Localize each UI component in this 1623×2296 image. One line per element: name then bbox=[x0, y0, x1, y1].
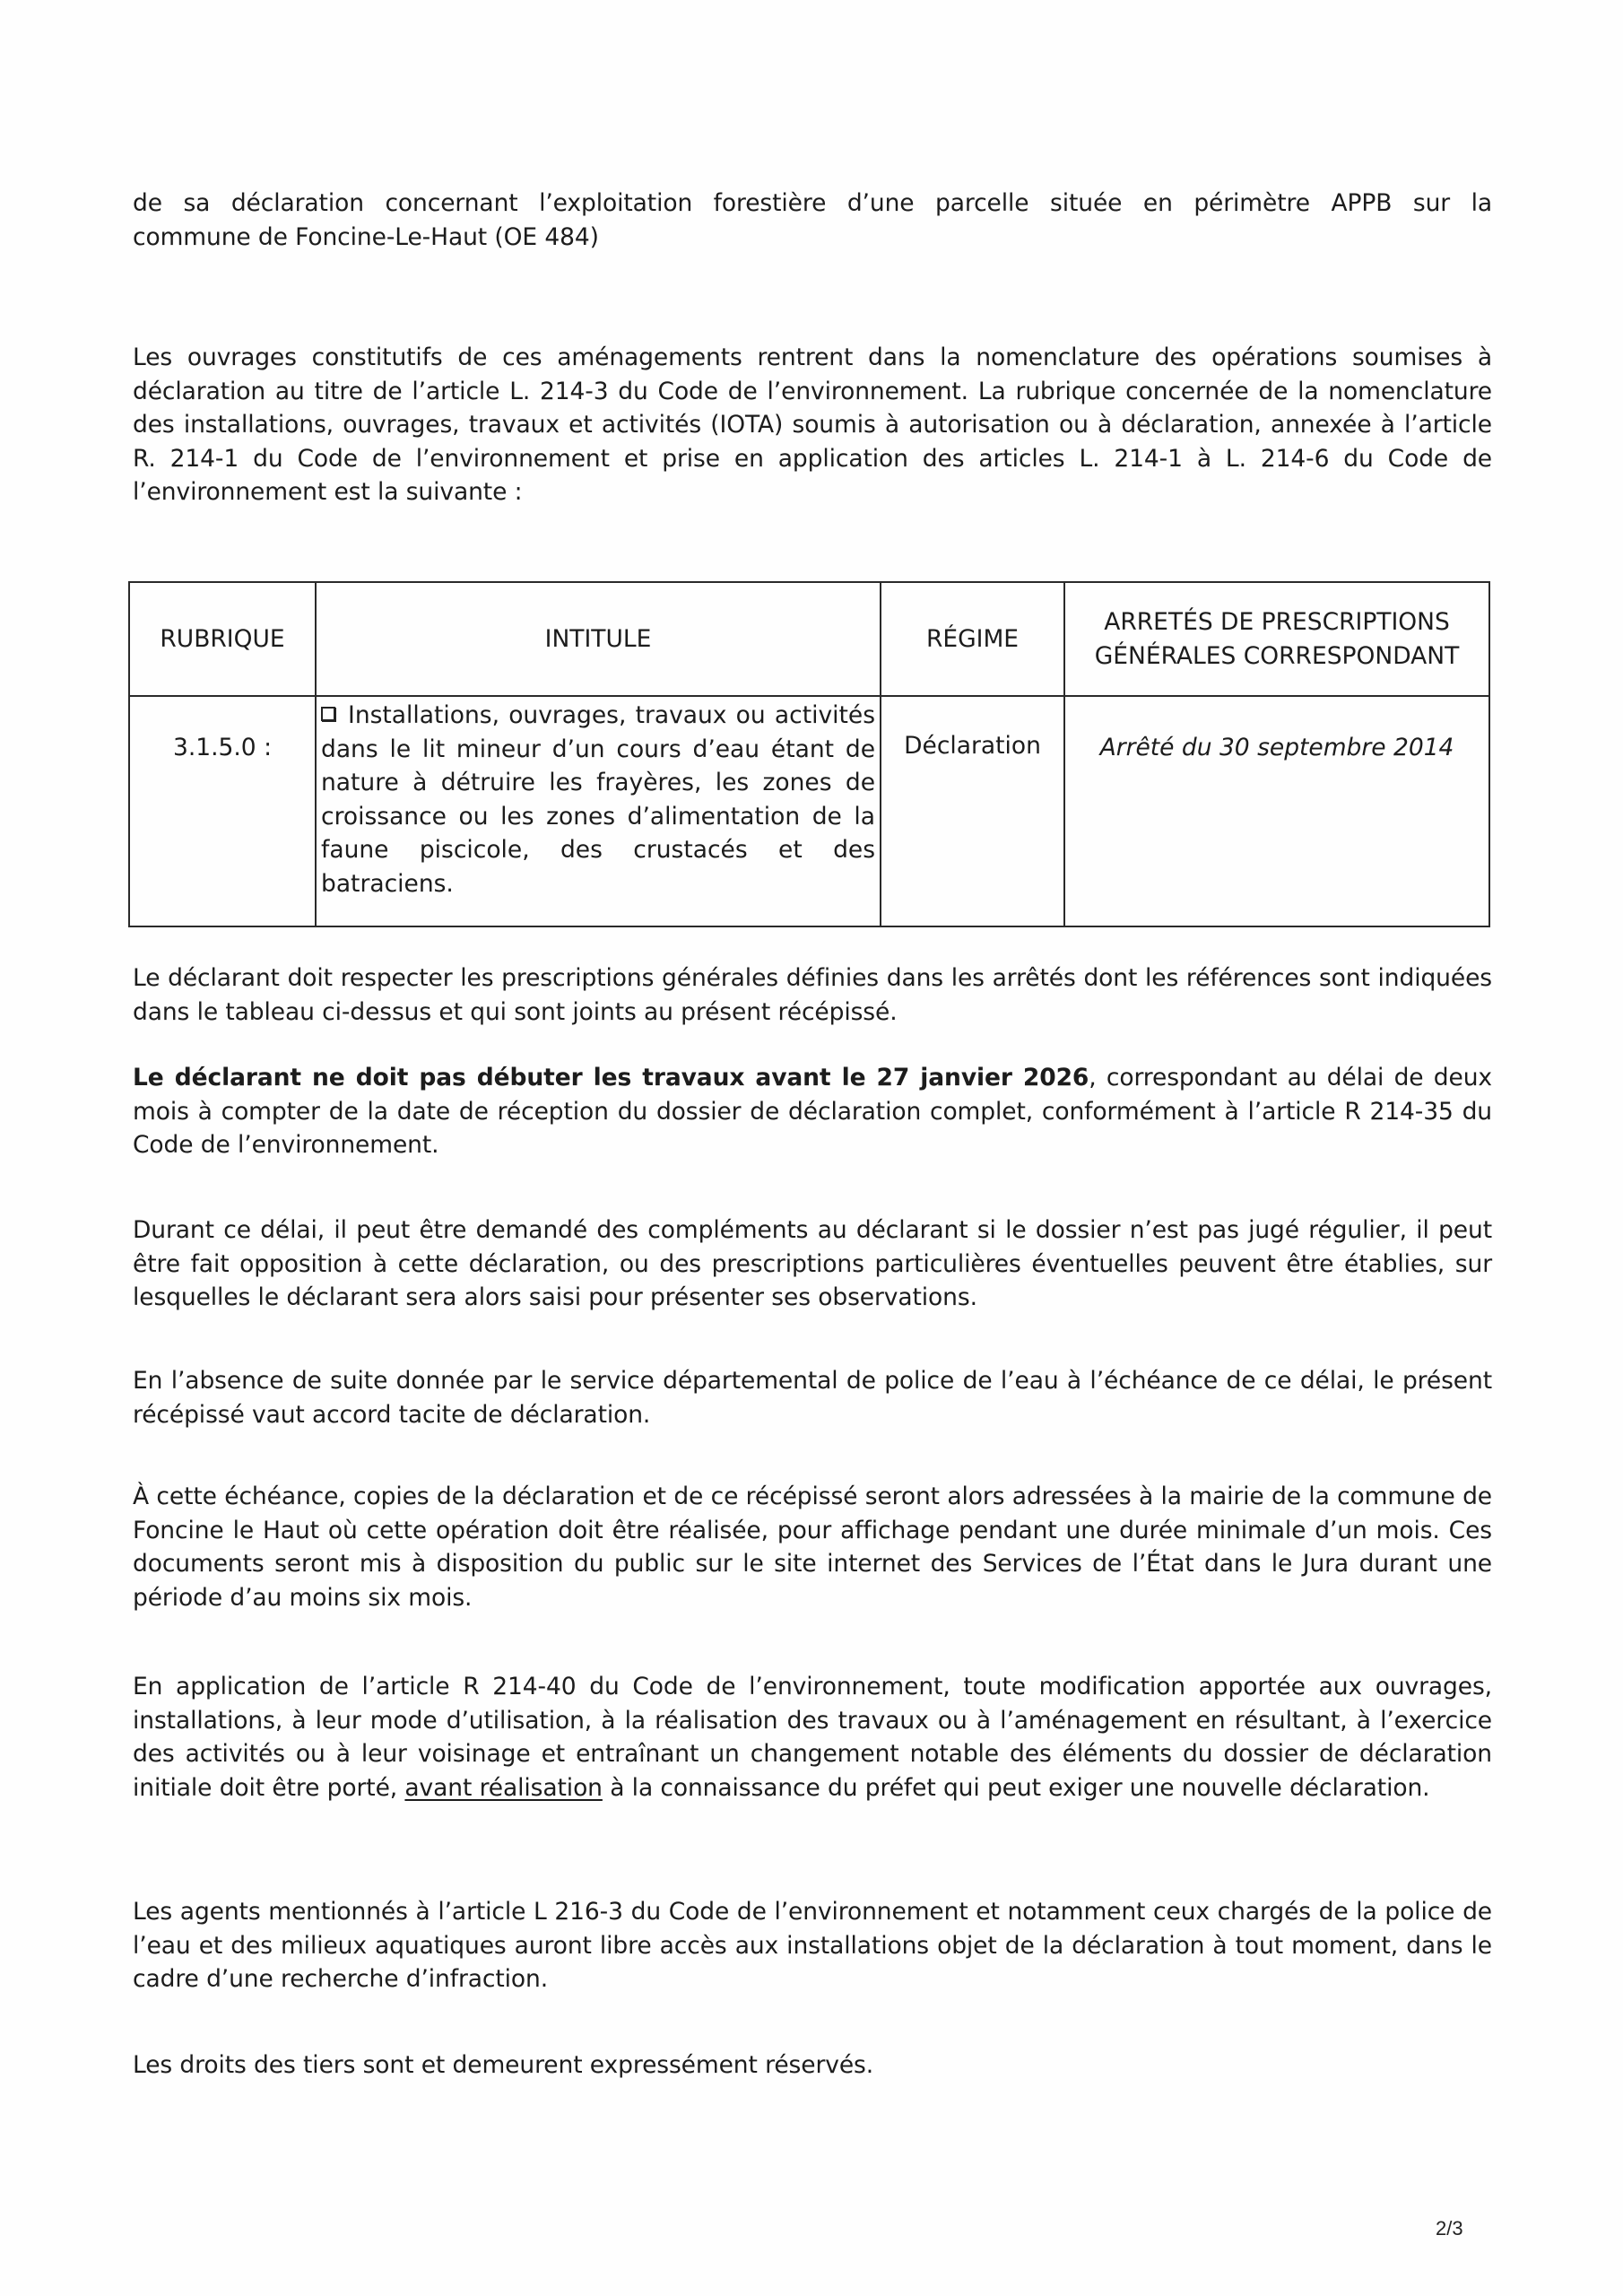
modification-text-after: à la connaissance du préfet qui peut exiger une nouvelle déclaration. bbox=[602, 1773, 1430, 1802]
nomenclature-paragraph: Les ouvrages constitutifs de ces aménagements rentrent dans la nomenclature des opérations soumises à déclaration au titre de l’article L. 214-3 du Code de l’environnement. La rubrique concernée de la nomenclature des installations, ouvrages, travaux et activités (IOTA) soumis à autorisation ou à déclaration, annexée à l’article R. 214-1 du Code de l’environnement et prise en application des articles L. 214-1 à L. 214-6 du Code de l’environnement est la suivante : bbox=[133, 344, 1492, 506]
intro-line-1: de sa déclaration concernant l’exploitation forestière d’une parcelle située en périmètre APPB sur la bbox=[133, 189, 1492, 217]
page-number: 2/3 bbox=[1436, 2217, 1463, 2239]
durant-paragraph: Durant ce délai, il peut être demandé des compléments au déclarant si le dossier n’est pas jugé régulier, il peut être fait opposition à cette déclaration, ou des prescriptions particulières éventuelles peuvent être établies, sur lesquelles le déclarant sera alors saisi pour présenter ses observations. bbox=[133, 1216, 1492, 1311]
avant-realisation-underlined: avant réalisation bbox=[404, 1773, 603, 1802]
header-arretes: ARRETÉS DE PRESCRIPTIONS GÉNÉRALES CORRESPONDANT bbox=[1064, 582, 1489, 696]
delai-rest-text: , correspondant au délai de deux mois à compter de la date de réception du dossier de déclaration complet, conformément à l’article R 214-35 du Code de l’environnement. bbox=[133, 1064, 1493, 1159]
prescriptions-paragraph: Le déclarant doit respecter les prescriptions générales définies dans les arrêtés dont les références sont indiquées dans le tableau ci-dessus et qui sont joints au présent récépissé. bbox=[133, 964, 1492, 1026]
intro-paragraph bbox=[133, 187, 1492, 254]
modification-text-before: En application de l’article R 214-40 du Code de l’environnement, toute modification apportée aux ouvrages, installations, à leur mode d’utilisation, à la réalisation des travaux ou à l’aménagement en résultant, à l’exercice des activités ou à leur voisinage et entraînant un changement notable des éléments du dossier de déclaration initiale doit être porté, bbox=[133, 1673, 1492, 1802]
intro-line-2: commune de Foncine-Le-Haut (OE 484) bbox=[133, 222, 599, 251]
delai-paragraph bbox=[133, 1061, 1492, 1162]
absence-paragraph: En l’absence de suite donnée par le service départemental de police de l’eau à l’échéance de ce délai, le présent récépissé vaut accord tacite de déclaration. bbox=[133, 1367, 1492, 1429]
cell-arretes: Arrêté du 30 septembre 2014 bbox=[1064, 696, 1489, 926]
modification-paragraph bbox=[133, 1670, 1492, 1805]
rubrique-table bbox=[128, 581, 1490, 927]
table-header-row bbox=[129, 582, 1489, 696]
delai-bold-text: Le déclarant ne doit pas débuter les travaux avant le 27 janvier 2026 bbox=[133, 1064, 1089, 1091]
cell-intitule bbox=[316, 696, 881, 926]
table-row bbox=[129, 696, 1489, 926]
header-intitule: INTITULE bbox=[316, 582, 881, 696]
cell-rubrique: 3.1.5.0 : bbox=[129, 696, 316, 926]
cell-regime: Déclaration bbox=[881, 696, 1064, 926]
header-regime: RÉGIME bbox=[881, 582, 1064, 696]
header-rubrique: RUBRIQUE bbox=[129, 582, 316, 696]
bleed-through-header bbox=[1282, 151, 1515, 190]
checkbox-icon bbox=[321, 707, 335, 721]
droits-paragraph: Les droits des tiers sont et demeurent expressément réservés. bbox=[133, 2051, 874, 2079]
echeance-paragraph: À cette échéance, copies de la déclaration et de ce récépissé seront alors adressées à la mairie de la commune de Foncine le Haut où cette opération doit être réalisée, pour affichage pendant une durée minimale d’un mois. Ces documents seront mis à disposition du public sur le site internet des Services de l’État dans le Jura durant une période d’au moins six mois. bbox=[133, 1483, 1492, 1612]
agents-paragraph: Les agents mentionnés à l’article L 216-3 du Code de l’environnement et notamment ceux chargés de la police de l’eau et des milieux aquatiques auront libre accès aux installations objet de la déclaration à tout moment, dans le cadre d’une recherche d’infraction. bbox=[133, 1898, 1492, 1993]
intitule-text: Installations, ouvrages, travaux ou activités dans le lit mineur d’un cours d’eau étant de nature à détruire les frayères, les zones de croissance ou les zones d’alimentation de la faune piscicole, des crustacés et des batraciens. bbox=[321, 701, 875, 898]
